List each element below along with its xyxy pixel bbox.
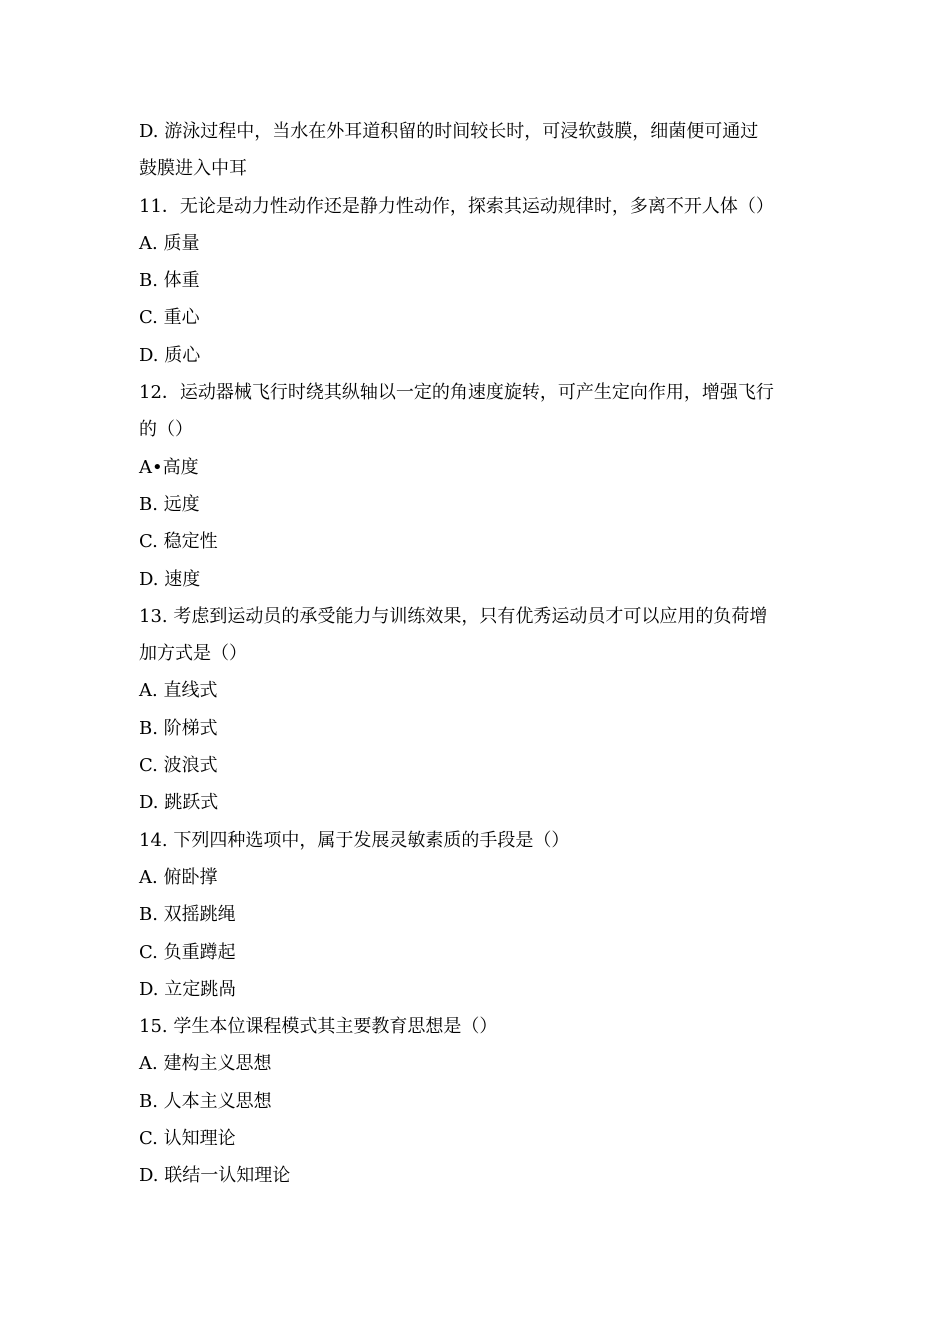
option-line: C. 稳定性 — [139, 531, 218, 553]
question-11: 11．无论是动力性动作还是静力性动作，探索其运动规律时，多离不开人体（） — [139, 195, 774, 217]
option-line: C. 波浪式 — [139, 755, 218, 777]
option-line: A. 质量 — [139, 232, 200, 254]
option-line: B. 远度 — [139, 493, 200, 515]
option-line: D. 跳跃式 — [139, 792, 219, 814]
option-line: C. 重心 — [139, 307, 200, 329]
option-continuation-line: 鼓膜进入中耳 — [139, 158, 247, 180]
option-line: A•高度 — [139, 456, 199, 478]
option-line: B. 阶梯式 — [139, 717, 218, 739]
option-line: A. 俯卧撑 — [139, 866, 218, 888]
question-12-continuation: 的（） — [139, 419, 193, 441]
question-15: 15. 学生本位课程模式其主要教育思想是（） — [139, 1016, 498, 1038]
question-13-continuation: 加方式是（） — [139, 643, 247, 665]
option-line: D. 速度 — [139, 568, 201, 590]
question-13: 13. 考虑到运动员的承受能力与训练效果，只有优秀运动员才可以应用的负荷增 — [139, 605, 768, 627]
option-line: B. 体重 — [139, 270, 200, 292]
option-line: D. 立定跳咼 — [139, 978, 237, 1000]
option-line: C. 认知理论 — [139, 1128, 236, 1150]
question-14: 14. 下列四种选项中，属于发展灵敏素质的手段是（） — [139, 829, 570, 851]
option-line: B. 双摇跳绳 — [139, 904, 236, 926]
option-line: D. 游泳过程中，当水在外耳道积留的时间较长时，可浸软鼓膜，细菌便可通过 — [139, 121, 759, 142]
option-line: A. 建构主义思想 — [139, 1053, 272, 1075]
option-line: D. 联结一认知理论 — [139, 1165, 291, 1187]
option-line: A. 直线式 — [139, 680, 218, 702]
option-line: D. 质心 — [139, 344, 201, 366]
option-line: C. 负重蹲起 — [139, 941, 236, 963]
option-line: B. 人本主义思想 — [139, 1090, 272, 1112]
question-12: 12．运动器械飞行时绕其纵轴以一定的角速度旋转，可产生定向作用，增强飞行 — [139, 382, 774, 404]
